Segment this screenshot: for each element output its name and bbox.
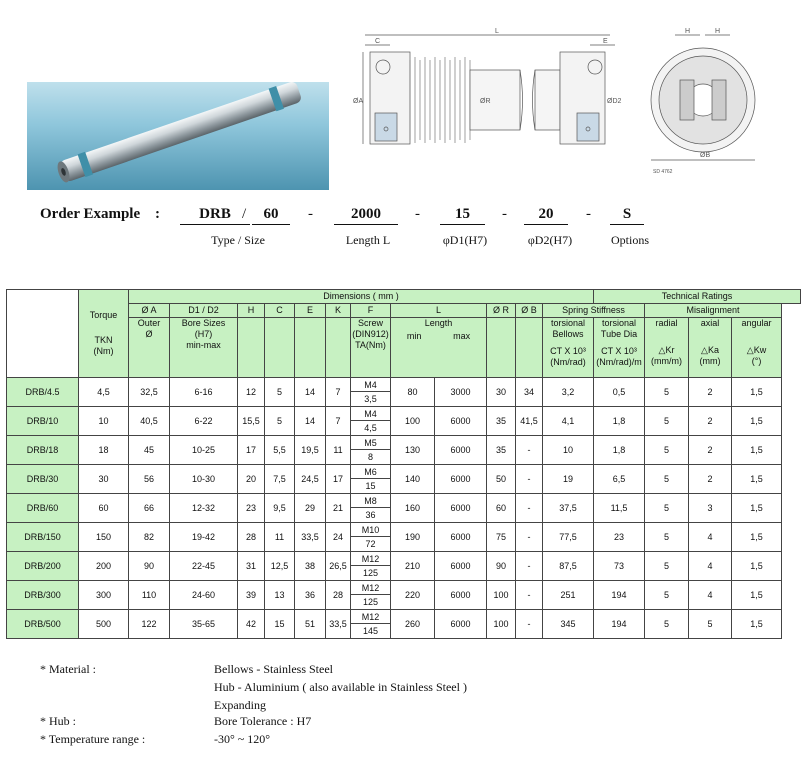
dim-r-label: ØR	[480, 98, 491, 105]
cell-a: 56	[129, 465, 170, 494]
row-model: DRB/10	[7, 407, 79, 436]
order-label-length: Length L	[345, 233, 391, 247]
order-code-d2: 20	[524, 206, 568, 225]
cell-angular: 1,5	[732, 581, 782, 610]
note-material-label: * Material :	[40, 662, 96, 676]
cell-axial: 3	[689, 494, 732, 523]
cell-angular: 1,5	[732, 436, 782, 465]
cell-radial: 5	[645, 378, 689, 407]
cell-radial: 5	[645, 436, 689, 465]
header-outer-phi: Ø	[145, 329, 153, 339]
header-length-label: Length	[424, 318, 453, 328]
cell-axial: 2	[689, 378, 732, 407]
cell-torque: 10	[79, 407, 129, 436]
table-row	[7, 581, 801, 610]
header-spring: Spring Stiffness	[543, 304, 645, 318]
note-temperature-line-1: -30° ~ 120°	[214, 732, 271, 746]
order-label-options: Options	[610, 233, 649, 247]
cell-screw	[351, 581, 391, 610]
dim-b-label: ØB	[700, 152, 711, 159]
order-example-colon: :	[155, 206, 160, 222]
header-torsional-1: torsional	[550, 318, 586, 328]
cell-c: 12,5	[265, 552, 295, 581]
cell-h: 28	[238, 523, 265, 552]
cell-torque: 4,5	[79, 378, 129, 407]
table-row	[7, 407, 801, 436]
cell-k: 28	[326, 581, 351, 610]
cell-axial: 4	[689, 552, 732, 581]
cell-a: 45	[129, 436, 170, 465]
cell-e: 51	[295, 610, 326, 639]
cell-lmax: 6000	[435, 494, 487, 523]
cell-lmax: 6000	[435, 610, 487, 639]
cell-k: 26,5	[326, 552, 351, 581]
header-phi-b: Ø B	[516, 304, 543, 318]
cell-axial: 4	[689, 581, 732, 610]
table-row	[7, 610, 801, 639]
cell-lmin: 100	[391, 407, 435, 436]
cell-angular: 1,5	[732, 523, 782, 552]
cell-screw	[351, 610, 391, 639]
header-f: F	[351, 304, 391, 318]
cell-angular: 1,5	[732, 465, 782, 494]
cell-angular: 1,5	[732, 610, 782, 639]
cell-lmin: 260	[391, 610, 435, 639]
row-model: DRB/30	[7, 465, 79, 494]
cell-torque: 30	[79, 465, 129, 494]
cell-screw-size: M12	[351, 610, 390, 624]
cell-torque: 60	[79, 494, 129, 523]
cell-lmax: 3000	[435, 378, 487, 407]
cell-b: -	[516, 465, 543, 494]
header-tubedia: Tube Dia	[600, 329, 638, 339]
note-material-line-3: Expanding	[214, 698, 266, 712]
cell-k: 33,5	[326, 610, 351, 639]
header-kw: △Kw	[746, 345, 767, 355]
cell-a: 40,5	[129, 407, 170, 436]
cell-k: 11	[326, 436, 351, 465]
header-bore-minmax: min-max	[186, 340, 221, 350]
cell-r: 35	[487, 436, 516, 465]
cell-radial: 5	[645, 407, 689, 436]
cell-a: 32,5	[129, 378, 170, 407]
cell-st: 194	[594, 610, 645, 639]
header-screw	[351, 318, 391, 378]
cell-st: 0,5	[594, 378, 645, 407]
header-technical: Technical Ratings	[594, 290, 801, 304]
cell-c: 5,5	[265, 436, 295, 465]
order-code-options: S	[610, 206, 644, 225]
cell-screw-size: M4	[351, 407, 390, 421]
dim-a-label: ØA	[353, 98, 364, 105]
cell-sb: 87,5	[543, 552, 594, 581]
header-tkn: TKN	[94, 335, 113, 345]
product-photo	[27, 82, 329, 190]
order-dash-1: -	[308, 206, 313, 222]
cell-e: 36	[295, 581, 326, 610]
header-misalign: Misalignment	[645, 304, 782, 318]
header-c-sub	[265, 318, 295, 378]
header-length-max: max	[453, 331, 471, 341]
header-phi-a: Ø A	[129, 304, 170, 318]
cell-r: 60	[487, 494, 516, 523]
header-e-sub	[295, 318, 326, 378]
cell-sb: 10	[543, 436, 594, 465]
header-l: L	[391, 304, 487, 318]
cell-bore: 6-16	[170, 378, 238, 407]
header-phi-r: Ø R	[487, 304, 516, 318]
header-e: E	[295, 304, 326, 318]
cell-r: 50	[487, 465, 516, 494]
cell-bore: 10-30	[170, 465, 238, 494]
cell-st: 23	[594, 523, 645, 552]
header-torsional-tube	[594, 318, 645, 378]
cell-screw-size: M5	[351, 436, 390, 450]
cell-b: 41,5	[516, 407, 543, 436]
header-axial-label: axial	[700, 318, 720, 328]
header-h-sub	[238, 318, 265, 378]
header-axial	[689, 318, 732, 378]
order-code-length: 2000	[334, 206, 398, 225]
header-kr: △Kr	[658, 345, 675, 355]
header-outer	[129, 318, 170, 378]
cell-c: 5	[265, 378, 295, 407]
cell-a: 110	[129, 581, 170, 610]
cell-torque: 150	[79, 523, 129, 552]
header-torsional-2: torsional	[602, 318, 637, 328]
order-dash-2: -	[415, 206, 420, 222]
cell-h: 42	[238, 610, 265, 639]
cell-lmax: 6000	[435, 436, 487, 465]
cell-c: 5	[265, 407, 295, 436]
cell-screw-ta: 4,5	[364, 423, 377, 433]
cell-screw-ta: 72	[365, 539, 376, 549]
cell-e: 14	[295, 407, 326, 436]
cell-a: 66	[129, 494, 170, 523]
cell-torque: 500	[79, 610, 129, 639]
cell-r: 90	[487, 552, 516, 581]
cell-screw-size: M4	[351, 378, 390, 392]
header-c: C	[265, 304, 295, 318]
technical-drawing	[345, 25, 805, 185]
cell-radial: 5	[645, 494, 689, 523]
cell-sb: 345	[543, 610, 594, 639]
dim-l-label: L	[495, 28, 499, 35]
order-label-type: Type / Size	[211, 233, 265, 247]
cell-c: 9,5	[265, 494, 295, 523]
cell-h: 12	[238, 378, 265, 407]
cell-lmin: 190	[391, 523, 435, 552]
header-nmrad: (Nm/rad)	[550, 357, 586, 367]
cell-sb: 251	[543, 581, 594, 610]
cell-radial: 5	[645, 552, 689, 581]
table-row	[7, 436, 801, 465]
cell-lmin: 140	[391, 465, 435, 494]
row-model: DRB/4.5	[7, 378, 79, 407]
cell-st: 1,8	[594, 436, 645, 465]
table-row	[7, 523, 801, 552]
cell-torque: 18	[79, 436, 129, 465]
cell-lmin: 220	[391, 581, 435, 610]
cell-bore: 35-65	[170, 610, 238, 639]
cell-lmax: 6000	[435, 552, 487, 581]
header-radial	[645, 318, 689, 378]
cell-screw-ta: 125	[362, 568, 379, 578]
cell-k: 7	[326, 378, 351, 407]
dim-h2-label: H	[715, 28, 721, 35]
cell-b: -	[516, 523, 543, 552]
header-ct-2: CT X 10³	[601, 346, 637, 356]
header-bore	[170, 318, 238, 378]
cell-axial: 2	[689, 407, 732, 436]
header-length	[391, 318, 487, 378]
header-length-min: min	[406, 331, 422, 341]
row-model: DRB/60	[7, 494, 79, 523]
cell-screw	[351, 378, 391, 407]
cell-radial: 5	[645, 581, 689, 610]
note-material-line-2: Hub - Aluminium ( also available in Stainless Steel )	[214, 680, 467, 694]
header-k: K	[326, 304, 351, 318]
row-model: DRB/500	[7, 610, 79, 639]
cell-radial: 5	[645, 465, 689, 494]
header-bore-h7: (H7)	[194, 329, 213, 339]
cell-st: 6,5	[594, 465, 645, 494]
table-row	[7, 552, 801, 581]
cell-bore: 24-60	[170, 581, 238, 610]
note-material-line-1: Bellows - Stainless Steel	[214, 662, 333, 676]
cell-bore: 19-42	[170, 523, 238, 552]
cell-e: 14	[295, 378, 326, 407]
header-bore-label: Bore Sizes	[181, 318, 226, 328]
header-dimensions: Dimensions ( mm )	[129, 290, 594, 304]
bellows-coupling-photo	[27, 82, 329, 190]
cell-lmax: 6000	[435, 581, 487, 610]
cell-screw-ta: 8	[367, 452, 373, 462]
table-row	[7, 465, 801, 494]
cell-screw-ta: 36	[365, 510, 376, 520]
cell-sb: 19	[543, 465, 594, 494]
cell-sb: 3,2	[543, 378, 594, 407]
order-label-d1: φD1(H7)	[442, 233, 488, 247]
cell-r: 100	[487, 581, 516, 610]
cell-screw-ta: 15	[365, 481, 376, 491]
cell-e: 38	[295, 552, 326, 581]
cell-lmin: 210	[391, 552, 435, 581]
cell-c: 15	[265, 610, 295, 639]
header-k-sub	[326, 318, 351, 378]
note-temperature-label: * Temperature range :	[40, 732, 146, 746]
order-example	[40, 206, 680, 252]
cell-radial: 5	[645, 523, 689, 552]
cell-st: 73	[594, 552, 645, 581]
cell-b: -	[516, 552, 543, 581]
header-screw-ta: TA(Nm)	[355, 340, 386, 350]
header-screw-label: Screw	[357, 318, 383, 328]
header-torsional-bellows	[543, 318, 594, 378]
cell-axial: 2	[689, 436, 732, 465]
cell-angular: 1,5	[732, 378, 782, 407]
cell-r: 75	[487, 523, 516, 552]
cell-e: 29	[295, 494, 326, 523]
cell-e: 24,5	[295, 465, 326, 494]
header-angular-label: angular	[741, 318, 772, 328]
cell-screw	[351, 407, 391, 436]
cell-h: 15,5	[238, 407, 265, 436]
order-example-title: Order Example	[40, 206, 141, 222]
table-row	[7, 494, 801, 523]
cell-c: 7,5	[265, 465, 295, 494]
order-dash-4: -	[586, 206, 591, 222]
cell-screw-size: M8	[351, 494, 390, 508]
cell-screw-size: M12	[351, 581, 390, 595]
cell-h: 23	[238, 494, 265, 523]
header-r-sub	[487, 318, 516, 378]
cell-k: 24	[326, 523, 351, 552]
cell-bore: 6-22	[170, 407, 238, 436]
cell-b: -	[516, 610, 543, 639]
row-model: DRB/18	[7, 436, 79, 465]
cell-axial: 2	[689, 465, 732, 494]
order-dash-3: -	[502, 206, 507, 222]
header-d1d2: D1 / D2	[170, 304, 238, 318]
cell-screw	[351, 552, 391, 581]
cell-h: 39	[238, 581, 265, 610]
header-torque	[79, 290, 129, 378]
header-empty	[7, 290, 79, 378]
cell-screw	[351, 494, 391, 523]
cell-angular: 1,5	[732, 407, 782, 436]
cell-bore: 10-25	[170, 436, 238, 465]
header-screw-din: (DIN912)	[352, 329, 389, 339]
cell-a: 90	[129, 552, 170, 581]
cell-bore: 12-32	[170, 494, 238, 523]
spec-table	[6, 289, 801, 639]
cell-screw-size: M10	[351, 523, 390, 537]
row-model: DRB/300	[7, 581, 79, 610]
order-slash: /	[242, 206, 247, 222]
dim-c-label: C	[375, 38, 381, 45]
cell-screw-ta: 145	[362, 626, 379, 636]
table-row	[7, 378, 801, 407]
cell-torque: 300	[79, 581, 129, 610]
header-angular	[732, 318, 782, 378]
cell-lmin: 160	[391, 494, 435, 523]
cell-screw-size: M12	[351, 552, 390, 566]
cell-e: 33,5	[295, 523, 326, 552]
drawing-ref-label: SD 4762	[653, 169, 673, 175]
cell-b: 34	[516, 378, 543, 407]
cell-r: 30	[487, 378, 516, 407]
cell-lmax: 6000	[435, 407, 487, 436]
header-nm: (Nm)	[93, 346, 114, 356]
header-b-sub	[516, 318, 543, 378]
cell-k: 17	[326, 465, 351, 494]
cell-screw-ta: 125	[362, 597, 379, 607]
header-mmm: (mm/m)	[651, 356, 683, 366]
order-code-size: 60	[252, 206, 290, 225]
cell-st: 11,5	[594, 494, 645, 523]
order-label-d2: φD2(H7)	[527, 233, 573, 247]
cell-screw	[351, 523, 391, 552]
cell-lmin: 80	[391, 378, 435, 407]
cell-k: 7	[326, 407, 351, 436]
cell-e: 19,5	[295, 436, 326, 465]
cell-r: 35	[487, 407, 516, 436]
cell-h: 17	[238, 436, 265, 465]
cell-bore: 22-45	[170, 552, 238, 581]
cell-angular: 1,5	[732, 494, 782, 523]
cell-st: 194	[594, 581, 645, 610]
cell-lmax: 6000	[435, 523, 487, 552]
note-hub-label: * Hub :	[40, 714, 76, 728]
cell-b: -	[516, 494, 543, 523]
header-mm: (mm)	[699, 356, 721, 366]
header-nmradm: (Nm/rad)/m	[596, 357, 642, 367]
header-outer-label: Outer	[137, 318, 161, 328]
header-ct-1: CT X 10³	[550, 346, 586, 356]
cell-k: 21	[326, 494, 351, 523]
dim-e-label: E	[603, 38, 608, 45]
cell-screw	[351, 436, 391, 465]
cell-axial: 5	[689, 610, 732, 639]
header-radial-label: radial	[655, 318, 678, 328]
header-deg: (°)	[751, 356, 762, 366]
cell-screw-ta: 3,5	[364, 394, 377, 404]
header-ka: △Ka	[701, 345, 719, 355]
cell-a: 82	[129, 523, 170, 552]
cell-angular: 1,5	[732, 552, 782, 581]
cell-sb: 37,5	[543, 494, 594, 523]
cell-r: 100	[487, 610, 516, 639]
cell-b: -	[516, 581, 543, 610]
header-torque-label: Torque	[89, 310, 118, 320]
cell-sb: 77,5	[543, 523, 594, 552]
order-code-type: DRB	[180, 206, 250, 225]
cell-axial: 4	[689, 523, 732, 552]
cell-lmin: 130	[391, 436, 435, 465]
cell-lmax: 6000	[435, 465, 487, 494]
cell-radial: 5	[645, 610, 689, 639]
header-h: H	[238, 304, 265, 318]
cell-b: -	[516, 436, 543, 465]
dim-h1-label: H	[685, 28, 691, 35]
spec-table-body	[7, 378, 801, 639]
note-hub-line-1: Bore Tolerance : H7	[214, 714, 312, 728]
cell-h: 31	[238, 552, 265, 581]
cell-sb: 4,1	[543, 407, 594, 436]
order-code-d1: 15	[440, 206, 485, 225]
cell-st: 1,8	[594, 407, 645, 436]
cell-screw-size: M6	[351, 465, 390, 479]
cell-c: 13	[265, 581, 295, 610]
cell-torque: 200	[79, 552, 129, 581]
dim-d2-label: ØD2	[607, 98, 622, 105]
cell-a: 122	[129, 610, 170, 639]
row-model: DRB/200	[7, 552, 79, 581]
row-model: DRB/150	[7, 523, 79, 552]
cell-c: 11	[265, 523, 295, 552]
cell-h: 20	[238, 465, 265, 494]
cell-screw	[351, 465, 391, 494]
header-bellows: Bellows	[552, 329, 584, 339]
